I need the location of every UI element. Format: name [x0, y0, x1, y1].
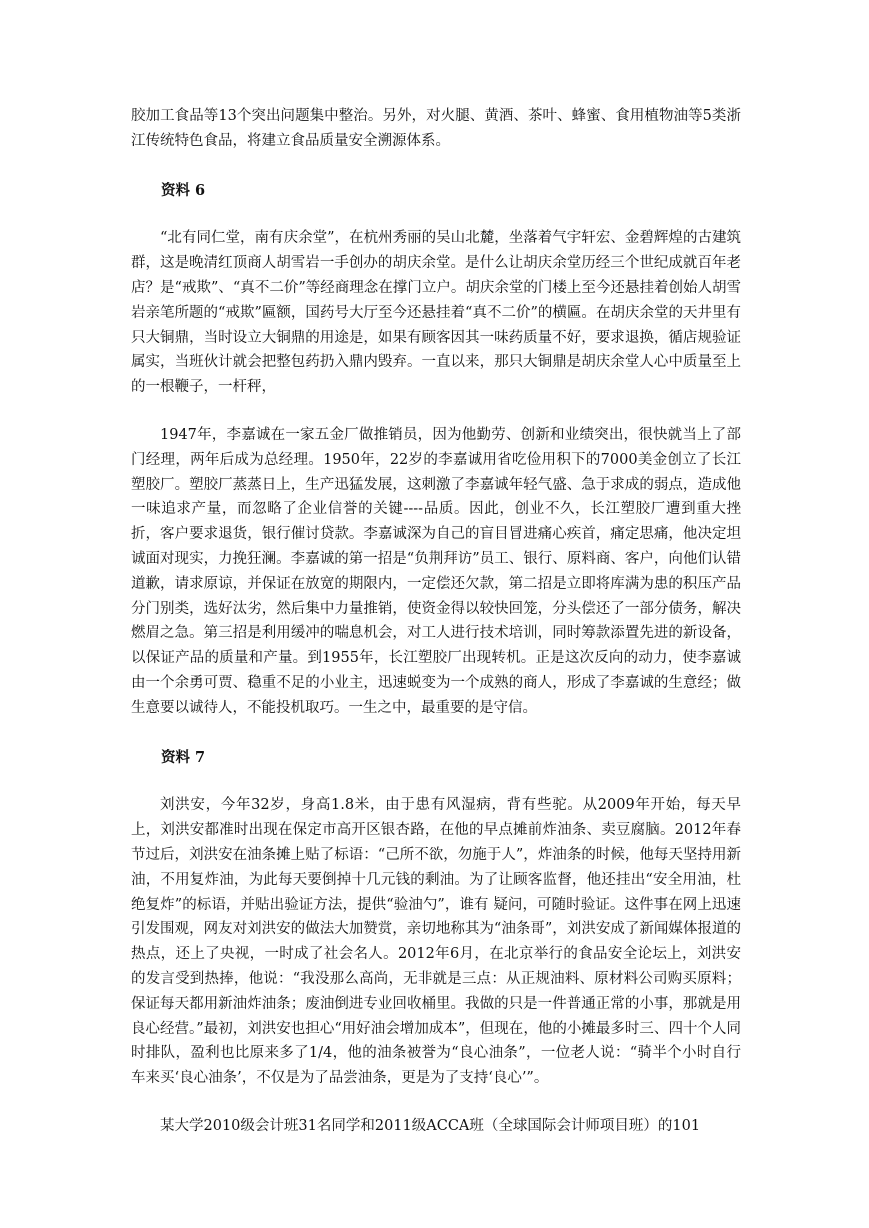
- section-7-heading: 资料 7: [161, 748, 206, 766]
- section-6-heading: 资料 6: [161, 181, 206, 199]
- spacer: [131, 770, 741, 793]
- section-6-paragraph-li-ka-shing: 1947年，李嘉诚在一家五金厂做推销员，因为他勤劳、创新和业绩突出，很快就当上了部门经理，两年后成为总经理。1950年，22岁的李嘉诚用省吃俭用积下的7000美金创立了长江塑胶厂。塑胶厂蒸蒸日上，生产迅猛发展，这刺激了李嘉诚年轻气盛、急于求成的弱点，造成他一味追求产量，而忽略了企业信誉的关键----品质。因此，创业不久，长江塑胶厂遭到重大挫折，客户要求退货，银行催讨贷款。李嘉诚深为自己的盲目冒进痛心疾首，痛定思痛，他决定坦诚面对现实，力挽狂澜。李嘉诚的第一招是“负荆拜访”员工、银行、原料商、客户，向他们认错道歉，请求原谅，并保证在放宽的期限内，一定偿还欠款，第二招是立即将库满为患的积压产品分门别类，选好汰劣，然后集中力量推销，使资金得以较快回笼，分头偿还了一部分债务，解决燃眉之急。第三招是利用缓冲的喘息机会，对工人进行技术培训，同时筹款添置先进的新设备，以保证产品的质量和产量。到1955年，长江塑胶厂出现转机。正是这次反向的动力，使李嘉诚由一个余勇可贾、稳重不足的小业主，迅速蜕变为一个成熟的商人，形成了李嘉诚的生意经；做生意要以诚待人，不能投机取巧。一生之中，最重要的是守信。: [131, 426, 741, 716]
- intro-paragraph: 胶加工食品等13个突出问题集中整治。另外，对火腿、黄酒、茶叶、蜂蜜、食用植物油等5类浙江传统特色食品，将建立食品质量安全溯源体系。: [131, 108, 741, 149]
- spacer: [131, 400, 741, 423]
- document-page: [131, 104, 741, 1139]
- section-7-paragraph-university-class: 某大学2010级会计班31名同学和2011级ACCA班（全球国际会计师项目班）的101: [160, 1117, 701, 1134]
- spacer: [131, 721, 741, 746]
- spacer: [131, 203, 741, 226]
- spacer: [131, 154, 741, 179]
- section-7-paragraph-liu-hong-an: 刘洪安，今年32岁，身高1.8米，由于患有风湿病，背有些驼。从2009年开始，每天早上，刘洪安都准时出现在保定市高开区银杏路，在他的早点摊前炸油条、卖豆腐脑。2012年春节过后，刘洪安在油条摊上贴了标语：“己所不欲，勿施于人”，炸油条的时候，他每天坚持用新油，不用复炸油，为此每天要倒掉十几元钱的剩油。为了让顾客监督，他还挂出“安全用油，杜绝复炸”的标语，并贴出验证方法，提供“验油勺”，谁有 疑问，可随时验证。这件事在网上迅速引发围观，网友对刘洪安的做法大加赞赏，亲切地称其为“油条哥”，刘洪安成了新闻媒体报道的热点，还上了央视，一时成了社会名人。2012年6月，在北京举行的食品安全论坛上，刘洪安的发言受到热捧，他说：“我没那么高尚，无非就是三点：从正规油料、原材料公司购买原料；保证每天都用新油炸油条；废油倒进专业回收桶里。我做的只是一件普通正常的小事，那就是用良心经营。”最初，刘洪安也担心“用好油会增加成本”，但现在，他的小摊最多时三、四十个人同时排队，盈利也比原来多了1/4，他的油条被誉为“良心油条”，一位老人说：“骑半个小时自行车来买‘良心油条’，不仅是为了品尝油条，更是为了支持‘良心’”。: [131, 797, 741, 1087]
- spacer: [131, 1091, 741, 1114]
- section-6-paragraph-hu-qing-yu-tang: “北有同仁堂，南有庆余堂”，在杭州秀丽的吴山北麓，坐落着气宇轩宏、金碧辉煌的古建筑群，这是晚清红顶商人胡雪岩一手创办的胡庆余堂。是什么让胡庆余堂历经三个世纪成就百年老店？是“戒欺”、“真不二价”等经商理念在撑门立户。胡庆余堂的门楼上至今还悬挂着创始人胡雪岩亲笔所题的“戒欺”匾额，国药号大厅至今还悬挂着“真不二价”的横匾。在胡庆余堂的天井里有只大铜鼎，当时设立大铜鼎的用途是，如果有顾客因其一味药质量不好，要求退换，循店规验证属实，当班伙计就会把整包药扔入鼎内毁弃。一直以来，那只大铜鼎是胡庆余堂人心中质量至上的一根鞭子，一杆秤，: [131, 230, 741, 396]
